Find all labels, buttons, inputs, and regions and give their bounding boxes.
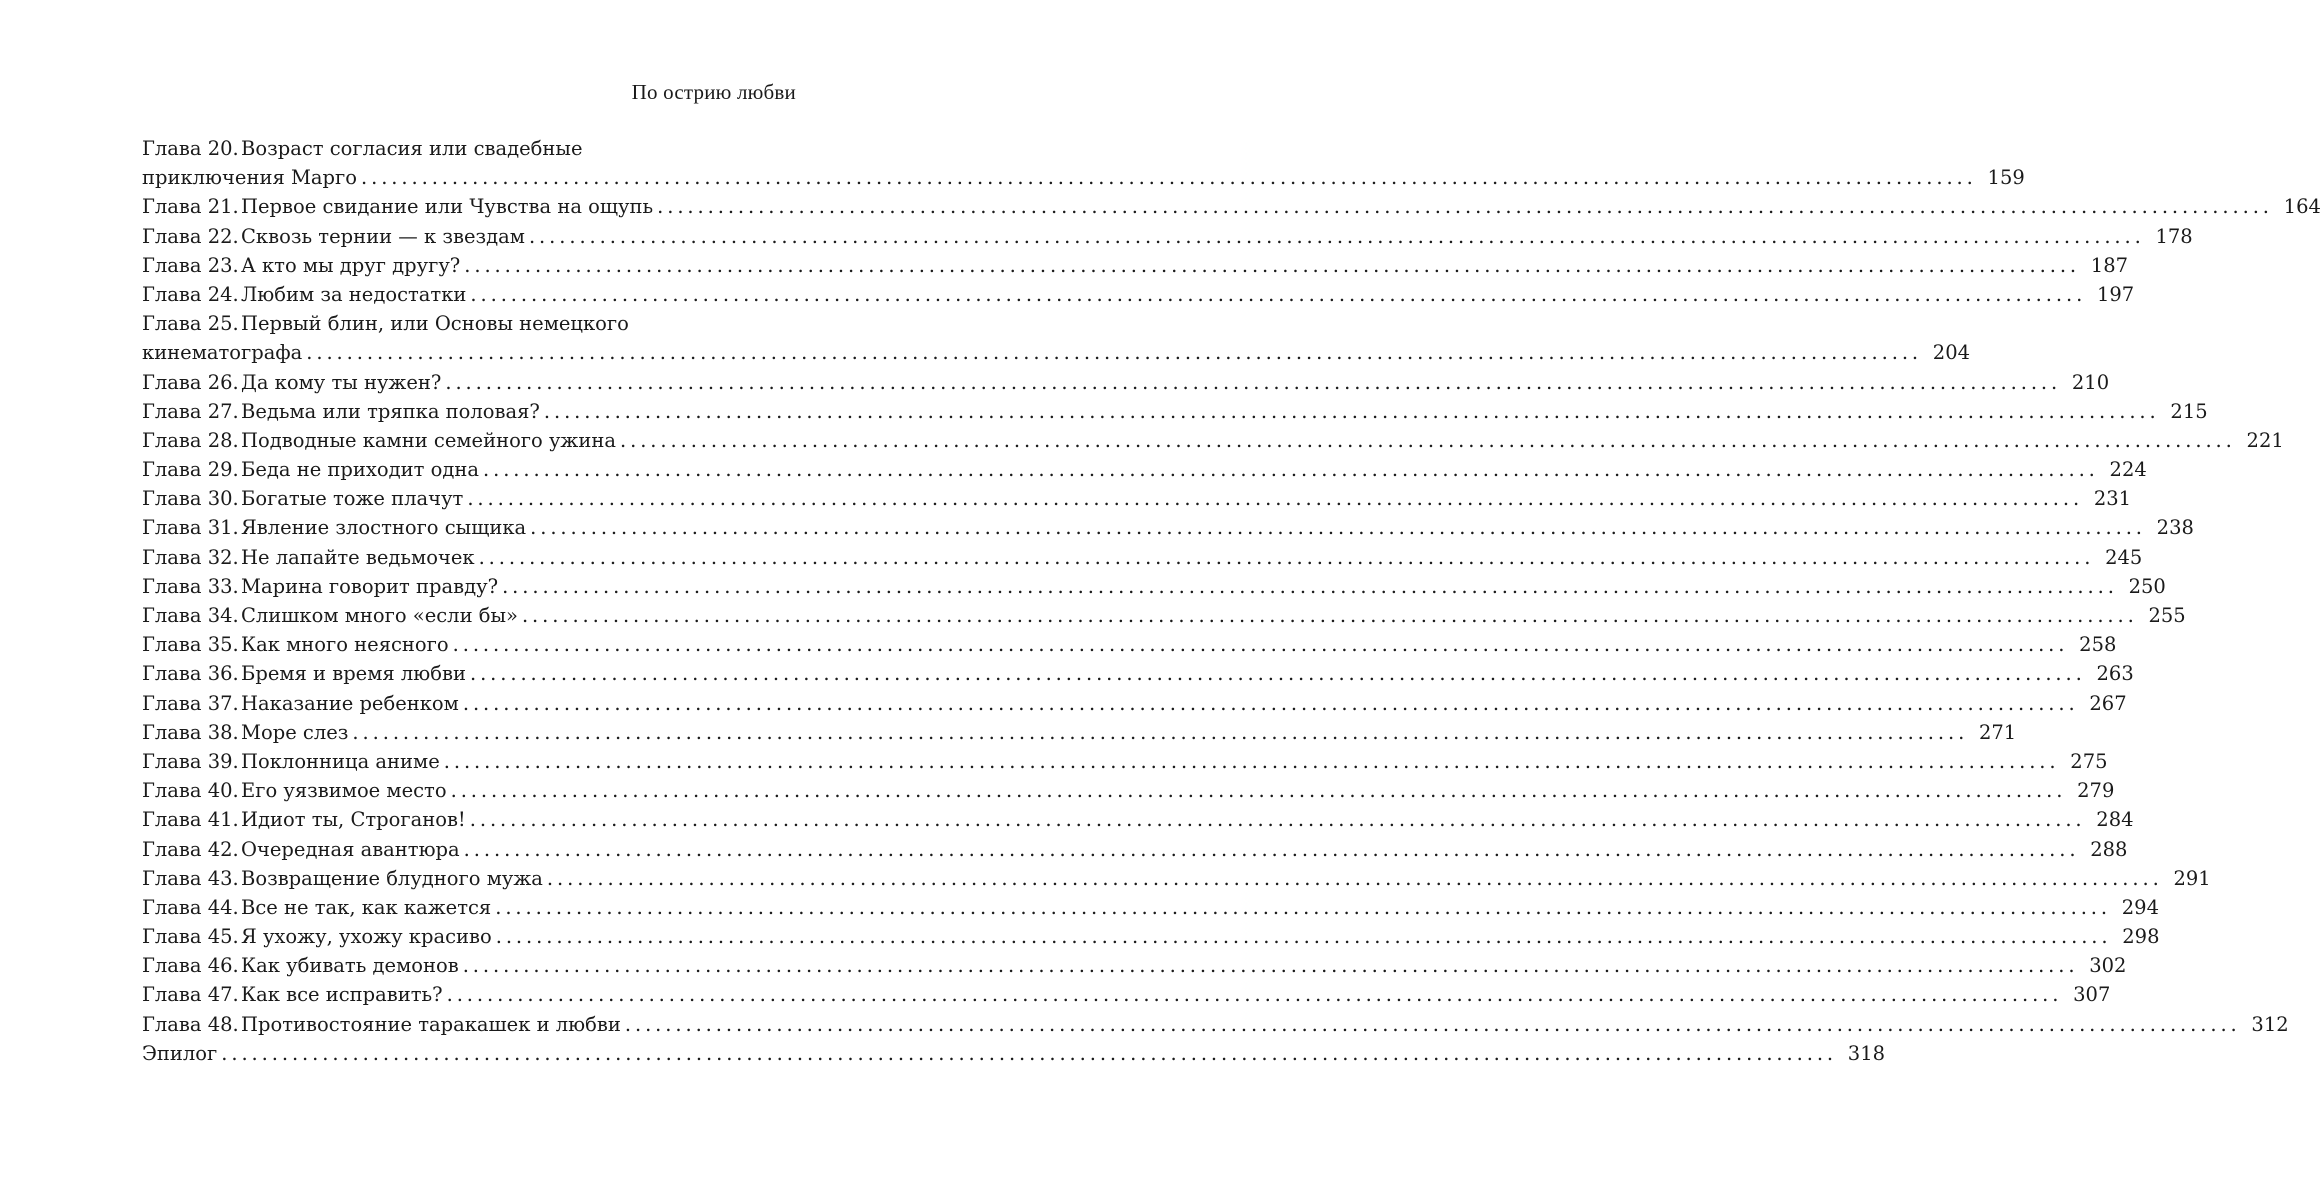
toc-entry <box>142 572 2166 601</box>
page-number: 178 <box>2155 224 2193 248</box>
dot-leader <box>547 864 2163 893</box>
toc-entry <box>142 835 2128 864</box>
toc-entry <box>142 513 2194 542</box>
toc-entry <box>142 980 2111 1009</box>
toc-entry-continuation <box>142 338 1971 367</box>
dot-leader <box>502 572 2118 601</box>
dot-leader <box>453 630 2069 659</box>
chapter-title: Возраст согласия или свадебные <box>241 137 583 160</box>
chapter-title: Идиот ты, Строганов! <box>241 808 466 832</box>
dot-leader <box>451 776 2067 805</box>
toc-entry <box>142 543 2143 572</box>
chapter-title: Сквозь тернии — к звездам <box>241 224 525 248</box>
chapter-label: Глава 46. <box>142 954 239 978</box>
chapter-title: Как много неясного <box>241 633 449 657</box>
toc-entry <box>142 192 2321 221</box>
toc-entry <box>142 222 2193 251</box>
chapter-label: Глава 35. <box>142 633 239 657</box>
chapter-label: Глава 39. <box>142 749 239 773</box>
page-number: 302 <box>2089 954 2127 978</box>
dot-leader <box>529 222 2145 251</box>
dot-leader <box>463 951 2079 980</box>
page-number: 312 <box>2251 1012 2289 1036</box>
toc-entry <box>142 309 748 338</box>
chapter-label: Глава 31. <box>142 516 239 540</box>
chapter-title: Поклонница аниме <box>241 749 440 773</box>
chapter-label: Глава 20. <box>142 137 239 160</box>
page-number: 197 <box>2096 282 2135 306</box>
page-number: 250 <box>2128 574 2166 598</box>
chapter-label: Глава 23. <box>142 253 239 277</box>
page-number: 294 <box>2121 895 2159 919</box>
toc-entry <box>142 805 2134 834</box>
toc-entry <box>142 397 2208 426</box>
chapter-label: Глава 41. <box>142 808 239 832</box>
chapter-label: Глава 37. <box>142 691 239 715</box>
toc-entry <box>142 455 2147 484</box>
page-number: 221 <box>2246 428 2284 452</box>
toc-entry <box>142 368 2110 397</box>
dot-leader <box>620 426 2236 455</box>
chapter-label: Глава 34. <box>142 604 239 627</box>
toc-entry <box>142 689 2127 718</box>
page-number: 231 <box>2093 487 2132 511</box>
dot-leader <box>544 397 2160 426</box>
toc-entry <box>142 1039 1886 1068</box>
chapter-label: Глава 30. <box>142 487 239 511</box>
chapter-label: Глава 25. <box>142 312 239 336</box>
page-number: 164 <box>2283 195 2321 219</box>
chapter-label: Глава 47. <box>142 983 239 1007</box>
chapter-title: Его уязвимое место <box>241 779 447 803</box>
page-number: 275 <box>2070 749 2108 773</box>
chapter-label: Глава 27. <box>142 399 239 423</box>
chapter-title: Явление злостного сыщика <box>241 516 527 540</box>
table-of-contents <box>142 134 2321 1068</box>
chapter-title: Как убивать демонов <box>241 954 459 978</box>
chapter-title: Марина говорит правду? <box>241 574 499 598</box>
chapter-title: Не лапайте ведьмочек <box>241 545 475 569</box>
page-number: 263 <box>2096 662 2134 686</box>
toc-entry <box>142 1010 2289 1039</box>
page-number: 258 <box>2079 633 2117 657</box>
dot-leader <box>483 455 2099 484</box>
running-head-title: По острию любви <box>631 80 796 104</box>
dot-leader <box>625 1010 2241 1039</box>
page-number: 291 <box>2173 866 2211 890</box>
page-number: 215 <box>2170 399 2208 423</box>
page-number: 187 <box>2090 253 2129 277</box>
toc-entry <box>142 951 2127 980</box>
chapter-title: Как все исправить? <box>241 983 443 1007</box>
chapter-title: Да кому ты нужен? <box>241 370 442 394</box>
page-number: 238 <box>2156 516 2194 540</box>
chapter-title: Противостояние таракашек и любви <box>241 1012 621 1036</box>
dot-leader <box>352 718 1968 747</box>
chapter-title: Я ухожу, ухожу красиво <box>241 925 492 949</box>
chapter-label: Глава 21. <box>142 195 239 219</box>
chapter-title: Море слез <box>241 720 349 744</box>
dot-leader <box>496 922 2112 951</box>
page-number: 298 <box>2122 925 2160 949</box>
page-number: 318 <box>1847 1041 1886 1065</box>
chapter-label: Глава 24. <box>142 282 239 306</box>
chapter-label: Глава 43. <box>142 866 239 890</box>
chapter-title: Слишком много «если бы» <box>241 604 518 627</box>
chapter-label: Глава 33. <box>142 574 239 598</box>
toc-entry <box>142 776 2115 805</box>
toc-entry <box>142 893 2159 922</box>
chapter-label: Эпилог <box>142 1041 218 1065</box>
dot-leader <box>464 251 2080 280</box>
page-number: 271 <box>1978 720 2017 744</box>
chapter-title: Возвращение блудного мужа <box>241 866 543 890</box>
dot-leader <box>470 280 2086 309</box>
toc-entry <box>142 601 2186 630</box>
dot-leader <box>444 747 2060 776</box>
toc-entry <box>142 426 2284 455</box>
page-number: 245 <box>2105 545 2143 569</box>
page-number: 288 <box>2090 837 2128 861</box>
toc-entry <box>142 134 748 163</box>
chapter-label: Глава 26. <box>142 370 239 394</box>
dot-leader <box>361 163 1977 192</box>
chapter-title-continuation: приключения Марго <box>142 166 357 190</box>
chapter-label: Глава 29. <box>142 458 239 482</box>
chapter-label: Глава 36. <box>142 662 239 686</box>
dot-leader <box>445 368 2061 397</box>
chapter-label: Глава 42. <box>142 837 239 861</box>
chapter-title: Наказание ребенком <box>241 691 459 715</box>
toc-entry <box>142 747 2108 776</box>
dot-leader <box>221 1039 1837 1068</box>
dot-leader <box>479 543 2095 572</box>
chapter-title: А кто мы друг другу? <box>241 253 461 277</box>
page-number: 204 <box>1932 341 1971 365</box>
page-number: 255 <box>2148 604 2186 627</box>
chapter-title: Все не так, как кажется <box>241 895 492 919</box>
chapter-title: Ведьма или тряпка половая? <box>241 399 540 423</box>
chapter-label: Глава 40. <box>142 779 239 803</box>
chapter-title: Подводные камни семейного ужина <box>241 428 616 452</box>
chapter-label: Глава 38. <box>142 720 239 744</box>
page-number: 159 <box>1987 166 2025 190</box>
chapter-label: Глава 22. <box>142 224 239 248</box>
toc-entry <box>142 922 2160 951</box>
chapter-title: Первый блин, или Основы немецкого <box>241 312 629 336</box>
dot-leader <box>530 513 2146 542</box>
toc-entry <box>142 280 2135 309</box>
page-number: 307 <box>2073 983 2111 1007</box>
page-number: 224 <box>2109 458 2147 482</box>
chapter-title: Первое свидание или Чувства на ощупь <box>241 195 654 219</box>
dot-leader <box>464 835 2080 864</box>
dot-leader <box>467 484 2083 513</box>
chapter-label: Глава 48. <box>142 1012 239 1036</box>
toc-entry <box>142 864 2211 893</box>
dot-leader <box>657 192 2273 221</box>
page-number: 279 <box>2077 779 2115 803</box>
chapter-title: Беда не приходит одна <box>241 458 480 482</box>
dot-leader <box>306 338 1922 367</box>
page-number: 210 <box>2071 370 2110 394</box>
chapter-label: Глава 32. <box>142 545 239 569</box>
chapter-label: Глава 28. <box>142 428 239 452</box>
toc-entry <box>142 659 2134 688</box>
toc-entry <box>142 630 2117 659</box>
chapter-label: Глава 44. <box>142 895 239 919</box>
chapter-title: Бремя и время любви <box>241 662 466 686</box>
chapter-title: Богатые тоже плачут <box>241 487 464 511</box>
toc-entry <box>142 251 2129 280</box>
dot-leader <box>522 601 2138 630</box>
toc-entry <box>142 484 2132 513</box>
dot-leader <box>495 893 2111 922</box>
chapter-title: Любим за недостатки <box>241 282 467 306</box>
chapter-title-continuation: кинематографа <box>142 341 303 365</box>
toc-entry <box>142 718 2017 747</box>
dot-leader <box>470 805 2086 834</box>
dot-leader <box>447 980 2063 1009</box>
page-number: 267 <box>2089 691 2127 715</box>
chapter-title: Очередная авантюра <box>241 837 460 861</box>
dot-leader <box>470 659 2086 688</box>
toc-entry-continuation <box>142 163 2025 192</box>
chapter-label: Глава 45. <box>142 925 239 949</box>
dot-leader <box>463 689 2079 718</box>
page-number: 284 <box>2096 808 2134 832</box>
